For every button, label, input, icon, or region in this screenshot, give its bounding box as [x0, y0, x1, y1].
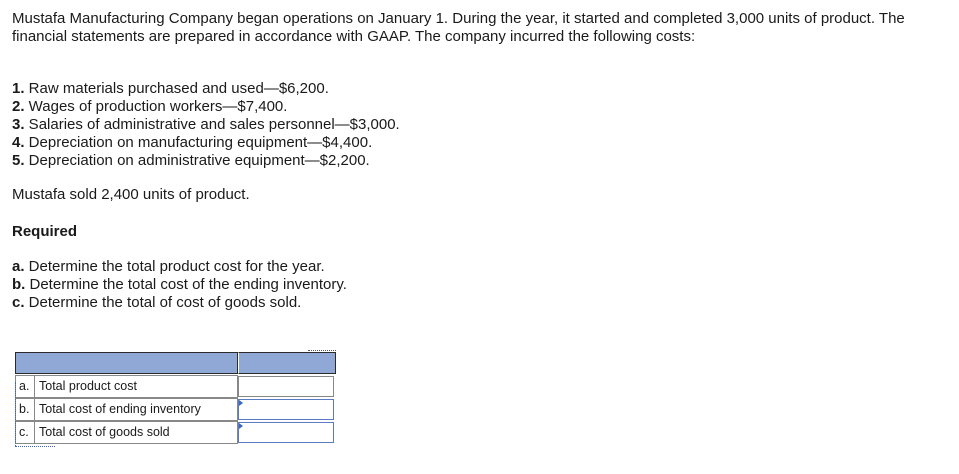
question-item: c. Determine the total of cost of goods sold.	[12, 294, 302, 311]
focus-outline	[15, 382, 16, 446]
input-marker-icon	[239, 400, 243, 406]
question-list	[12, 258, 347, 312]
cost-item: 2. Wages of production workers—$7,400.	[12, 98, 288, 115]
cost-item: 1. Raw materials purchased and used—$6,200.	[12, 80, 329, 97]
row-letter: b.	[15, 398, 35, 421]
input-marker-icon	[239, 423, 243, 429]
problem-intro: Mustafa Manufacturing Company began operations on January 1. During the year, it started and completed 3,000 units of product. The financial statements are prepared in accordance with GAAP. The company incurred the following costs:	[12, 10, 905, 45]
table-row	[15, 398, 336, 421]
focus-outline	[308, 350, 336, 351]
row-letter: a.	[15, 375, 35, 398]
row-label: Total cost of ending inventory	[35, 398, 238, 421]
cost-item: 5. Depreciation on administrative equipment—$2,200.	[12, 152, 370, 169]
row-label: Total cost of goods sold	[35, 421, 238, 444]
ending-inventory-cost-input[interactable]	[238, 399, 334, 420]
row-label: Total product cost	[35, 375, 238, 398]
total-product-cost-input[interactable]	[238, 376, 334, 397]
row-letter: c.	[15, 421, 35, 444]
question-item: b. Determine the total cost of the ending inventory.	[12, 276, 347, 293]
units-sold-text: Mustafa sold 2,400 units of product.	[12, 186, 250, 203]
cost-item: 3. Salaries of administrative and sales personnel—$3,000.	[12, 116, 400, 133]
cost-list	[12, 80, 400, 170]
question-item: a. Determine the total product cost for the year.	[12, 258, 325, 275]
table-header-cell	[238, 352, 336, 374]
required-heading: Required	[12, 223, 78, 240]
cost-of-goods-sold-input[interactable]	[238, 422, 334, 443]
table-row	[15, 375, 336, 398]
table-row	[15, 421, 336, 444]
answer-table	[12, 350, 336, 446]
cost-item: 4. Depreciation on manufacturing equipment—$4,400.	[12, 134, 373, 151]
table-header-cell	[15, 352, 238, 374]
focus-outline	[15, 446, 55, 447]
